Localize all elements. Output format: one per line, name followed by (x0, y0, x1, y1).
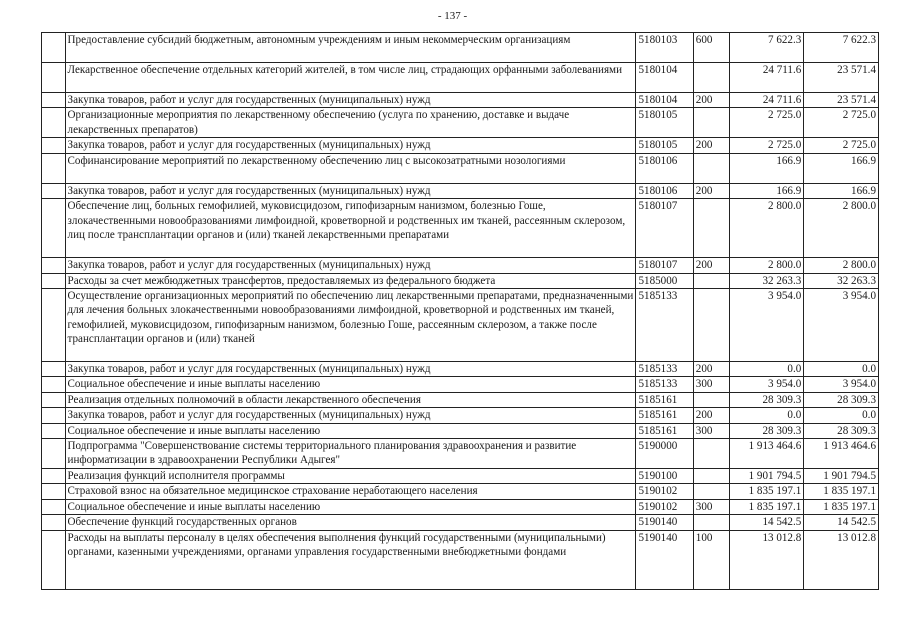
expense-type-cell: 300 (693, 377, 729, 392)
table-row (42, 423, 879, 438)
amount-cell-1: 28 309.3 (729, 423, 804, 438)
amount-cell-1: 1 835 197.1 (729, 484, 804, 499)
expense-type-cell: 200 (693, 258, 729, 273)
expense-name-cell: Расходы за счет межбюджетных трансфертов, предоставляемых из федерального бюджета (65, 273, 636, 288)
amount-cell-2: 28 309.3 (804, 392, 879, 407)
amount-cell-2: 2 800.0 (804, 199, 879, 258)
expense-type-cell (693, 153, 729, 183)
target-code-cell: 5180103 (636, 33, 693, 63)
amount-cell-1: 2 800.0 (729, 199, 804, 258)
table-row (42, 289, 879, 362)
target-code-cell: 5190140 (636, 530, 693, 589)
amount-cell-2: 166.9 (804, 183, 879, 198)
target-code-cell: 5190100 (636, 469, 693, 484)
expense-type-cell: 200 (693, 408, 729, 423)
expense-type-cell: 200 (693, 183, 729, 198)
target-code-cell: 5185133 (636, 362, 693, 377)
empty-cell (42, 423, 66, 438)
amount-cell-1: 0.0 (729, 408, 804, 423)
amount-cell-1: 1 913 464.6 (729, 439, 804, 469)
expense-type-cell (693, 484, 729, 499)
expense-type-cell (693, 108, 729, 138)
page-number: - 137 - (437, 10, 468, 22)
empty-cell (42, 93, 66, 108)
target-code-cell: 5180106 (636, 183, 693, 198)
target-code-cell: 5190102 (636, 484, 693, 499)
amount-cell-2: 1 835 197.1 (804, 484, 879, 499)
amount-cell-1: 166.9 (729, 183, 804, 198)
target-code-cell: 5180104 (636, 93, 693, 108)
empty-cell (42, 484, 66, 499)
amount-cell-2: 2 800.0 (804, 258, 879, 273)
target-code-cell: 5180107 (636, 258, 693, 273)
amount-cell-2: 1 901 794.5 (804, 469, 879, 484)
target-code-cell: 5185133 (636, 289, 693, 362)
table-row (42, 63, 879, 93)
table-row (42, 362, 879, 377)
amount-cell-1: 3 954.0 (729, 289, 804, 362)
expense-name-cell: Обеспечение лиц, больных гемофилией, муковисцидозом, гипофизарным нанизмом, болезнью Гоше, злокачественными новообразованиями лимфоидной, кроветворной и родственных им тканей, рассеянным склерозом, лиц после трансплантации органов и (или) тканей лекарственными препаратами (65, 199, 636, 258)
expense-type-cell (693, 515, 729, 530)
expense-name-cell: Социальное обеспечение и иные выплаты населению (65, 377, 636, 392)
table-row (42, 499, 879, 514)
table-row (42, 108, 879, 138)
expense-type-cell: 600 (693, 33, 729, 63)
empty-cell (42, 499, 66, 514)
empty-cell (42, 289, 66, 362)
expense-name-cell: Организационные мероприятия по лекарственному обеспечению (услуга по хранению, доставке и выдаче лекарственных препаратов) (65, 108, 636, 138)
table-body (42, 33, 879, 590)
expense-name-cell: Закупка товаров, работ и услуг для государственных (муниципальных) нужд (65, 258, 636, 273)
amount-cell-1: 2 800.0 (729, 258, 804, 273)
expense-type-cell: 300 (693, 499, 729, 514)
expense-type-cell (693, 392, 729, 407)
amount-cell-1: 24 711.6 (729, 93, 804, 108)
amount-cell-2: 23 571.4 (804, 93, 879, 108)
amount-cell-1: 24 711.6 (729, 63, 804, 93)
amount-cell-2: 23 571.4 (804, 63, 879, 93)
amount-cell-2: 13 012.8 (804, 530, 879, 589)
empty-cell (42, 392, 66, 407)
expense-name-cell: Закупка товаров, работ и услуг для государственных (муниципальных) нужд (65, 362, 636, 377)
table-row (42, 377, 879, 392)
target-code-cell: 5190102 (636, 499, 693, 514)
empty-cell (42, 63, 66, 93)
expense-name-cell: Осуществление организационных мероприятий по обеспечению лиц лекарственными препаратами, предназначенными для лечения больных злокачественными новообразованиями лимфоидной, кроветворной и родственных им тканей, гемофилией, муковисцидозом, гипофизарным нанизмом, болезнью Гоше, рассеянным склерозом, а также после трансплантации органов и (или) тканей (65, 289, 636, 362)
expense-type-cell: 300 (693, 423, 729, 438)
amount-cell-2: 28 309.3 (804, 423, 879, 438)
amount-cell-2: 2 725.0 (804, 108, 879, 138)
table-row (42, 199, 879, 258)
empty-cell (42, 199, 66, 258)
empty-cell (42, 138, 66, 153)
table-row (42, 530, 879, 589)
amount-cell-1: 3 954.0 (729, 377, 804, 392)
expense-type-cell (693, 199, 729, 258)
target-code-cell: 5185133 (636, 377, 693, 392)
expense-name-cell: Социальное обеспечение и иные выплаты населению (65, 499, 636, 514)
expense-type-cell: 200 (693, 362, 729, 377)
empty-cell (42, 258, 66, 273)
empty-cell (42, 33, 66, 63)
amount-cell-2: 32 263.3 (804, 273, 879, 288)
amount-cell-2: 3 954.0 (804, 289, 879, 362)
amount-cell-1: 1 901 794.5 (729, 469, 804, 484)
empty-cell (42, 469, 66, 484)
expense-name-cell: Закупка товаров, работ и услуг для государственных (муниципальных) нужд (65, 183, 636, 198)
amount-cell-2: 14 542.5 (804, 515, 879, 530)
expense-name-cell: Подпрограмма "Совершенствование системы территориального планирования здравоохранения и развитие информатизации в здравоохранении Республики Адыгея" (65, 439, 636, 469)
amount-cell-1: 1 835 197.1 (729, 499, 804, 514)
expense-type-cell (693, 63, 729, 93)
table-row (42, 408, 879, 423)
expense-name-cell: Реализация отдельных полномочий в области лекарственного обеспечения (65, 392, 636, 407)
expense-name-cell: Лекарственное обеспечение отдельных категорий жителей, в том числе лиц, страдающих орфанными заболеваниями (65, 63, 636, 93)
target-code-cell: 5190140 (636, 515, 693, 530)
target-code-cell: 5185161 (636, 392, 693, 407)
target-code-cell: 5180106 (636, 153, 693, 183)
expense-type-cell: 200 (693, 93, 729, 108)
target-code-cell: 5180104 (636, 63, 693, 93)
amount-cell-2: 0.0 (804, 408, 879, 423)
table-row (42, 183, 879, 198)
amount-cell-1: 7 622.3 (729, 33, 804, 63)
amount-cell-1: 2 725.0 (729, 108, 804, 138)
target-code-cell: 5185000 (636, 273, 693, 288)
empty-cell (42, 362, 66, 377)
table-row (42, 138, 879, 153)
amount-cell-2: 1 835 197.1 (804, 499, 879, 514)
amount-cell-1: 166.9 (729, 153, 804, 183)
target-code-cell: 5180105 (636, 138, 693, 153)
amount-cell-1: 14 542.5 (729, 515, 804, 530)
amount-cell-1: 32 263.3 (729, 273, 804, 288)
expense-name-cell: Закупка товаров, работ и услуг для государственных (муниципальных) нужд (65, 138, 636, 153)
amount-cell-2: 0.0 (804, 362, 879, 377)
expense-name-cell: Расходы на выплаты персоналу в целях обеспечения выполнения функций государственными (муниципальными) органами, казенными учреждениями, органами управления государственными внебюджетными фондами (65, 530, 636, 589)
empty-cell (42, 183, 66, 198)
empty-cell (42, 439, 66, 469)
expense-name-cell: Предоставление субсидий бюджетным, автономным учреждениям и иным некоммерческим организациям (65, 33, 636, 63)
target-code-cell: 5185161 (636, 408, 693, 423)
amount-cell-2: 2 725.0 (804, 138, 879, 153)
empty-cell (42, 408, 66, 423)
table-row (42, 258, 879, 273)
expense-name-cell: Обеспечение функций государственных органов (65, 515, 636, 530)
amount-cell-2: 1 913 464.6 (804, 439, 879, 469)
amount-cell-2: 166.9 (804, 153, 879, 183)
empty-cell (42, 530, 66, 589)
expense-name-cell: Реализация функций исполнителя программы (65, 469, 636, 484)
empty-cell (42, 515, 66, 530)
expense-type-cell (693, 289, 729, 362)
table-row (42, 439, 879, 469)
expense-type-cell (693, 273, 729, 288)
target-code-cell: 5180107 (636, 199, 693, 258)
expense-name-cell: Закупка товаров, работ и услуг для государственных (муниципальных) нужд (65, 93, 636, 108)
amount-cell-1: 28 309.3 (729, 392, 804, 407)
table-row (42, 33, 879, 63)
empty-cell (42, 273, 66, 288)
amount-cell-1: 2 725.0 (729, 138, 804, 153)
expense-name-cell: Закупка товаров, работ и услуг для государственных (муниципальных) нужд (65, 408, 636, 423)
amount-cell-2: 3 954.0 (804, 377, 879, 392)
amount-cell-1: 0.0 (729, 362, 804, 377)
empty-cell (42, 377, 66, 392)
budget-table (41, 32, 879, 590)
amount-cell-1: 13 012.8 (729, 530, 804, 589)
empty-cell (42, 153, 66, 183)
expense-type-cell: 200 (693, 138, 729, 153)
expense-type-cell: 100 (693, 530, 729, 589)
table-row (42, 469, 879, 484)
target-code-cell: 5185161 (636, 423, 693, 438)
target-code-cell: 5190000 (636, 439, 693, 469)
expense-name-cell: Страховой взнос на обязательное медицинское страхование неработающего населения (65, 484, 636, 499)
table-row (42, 93, 879, 108)
table-row (42, 515, 879, 530)
table-row (42, 273, 879, 288)
expense-type-cell (693, 439, 729, 469)
table-row (42, 392, 879, 407)
amount-cell-2: 7 622.3 (804, 33, 879, 63)
target-code-cell: 5180105 (636, 108, 693, 138)
table-row (42, 484, 879, 499)
expense-name-cell: Софинансирование мероприятий по лекарственному обеспечению лиц с высокозатратными нозологиями (65, 153, 636, 183)
table-row (42, 153, 879, 183)
empty-cell (42, 108, 66, 138)
expense-name-cell: Социальное обеспечение и иные выплаты населению (65, 423, 636, 438)
expense-type-cell (693, 469, 729, 484)
